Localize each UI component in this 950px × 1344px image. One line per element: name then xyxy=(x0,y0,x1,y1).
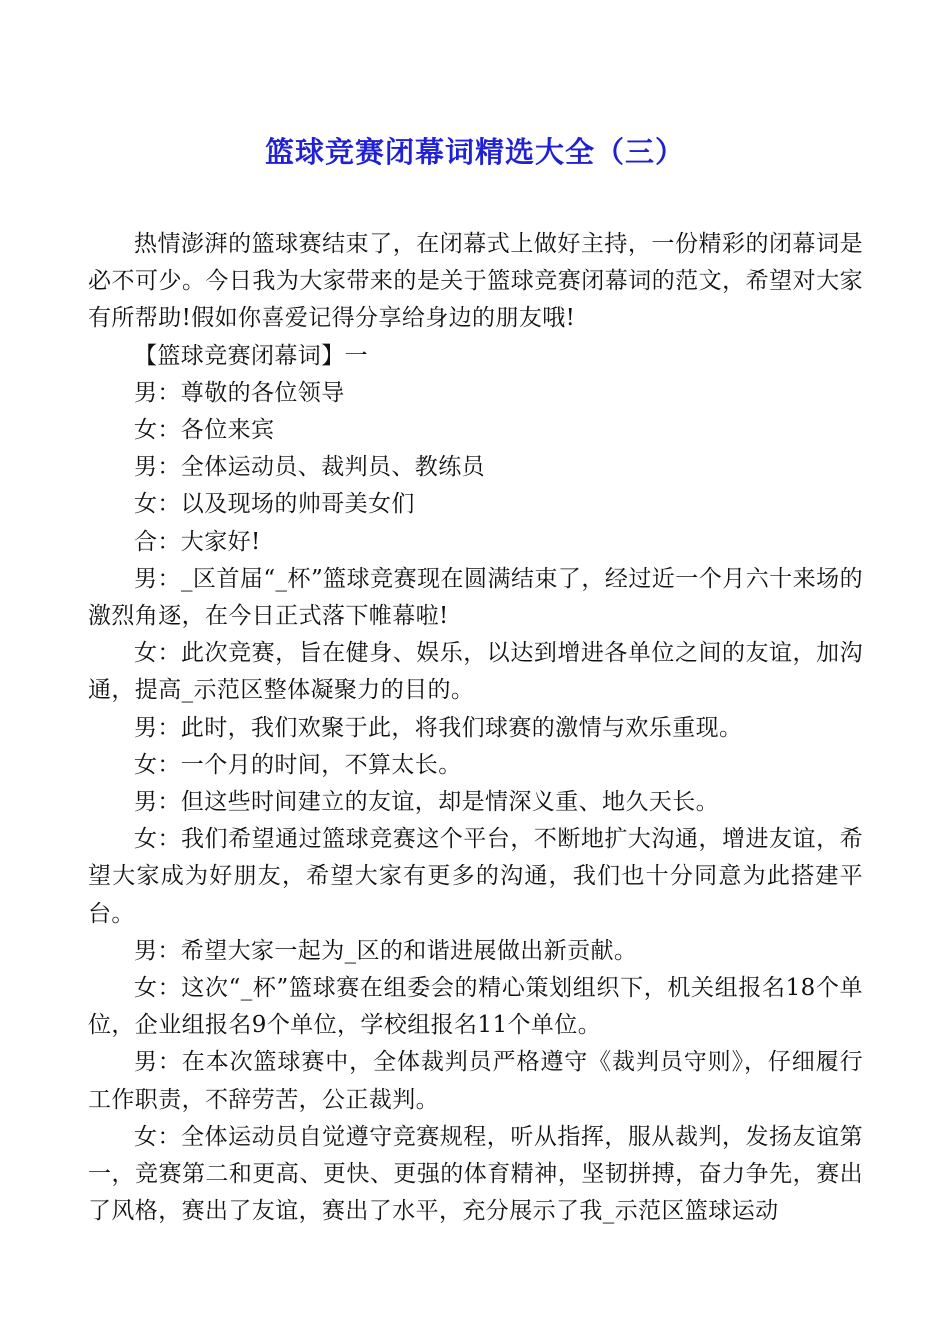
paragraph: 女：这次“_杯”篮球赛在组委会的精心策划组织下，机关组报名18个单位，企业组报名9个单位，学校组报名11个单位。 xyxy=(88,975,863,1039)
paragraph: 男：希望大家一起为_区的和谐进展做出新贡献。 xyxy=(134,937,638,964)
paragraph: 热情澎湃的篮球赛结束了，在闭幕式上做好主持，一份精彩的闭幕词是必不可少。今日我为大家带来的是关于篮球竞赛闭幕词的范文，希望对大家有所帮助!假如你喜爱记得分享给身边的朋友哦! xyxy=(88,231,863,332)
section-heading: 【篮球竞赛闭幕词】一 xyxy=(134,342,368,369)
document-body xyxy=(88,226,863,1230)
paragraph: 男：全体运动员、裁判员、教练员 xyxy=(134,454,485,481)
paragraph: 男：但这些时间建立的友谊，却是情深义重、地久天长。 xyxy=(134,789,719,816)
document-title: 篮球竞赛闭幕词精选大全（三） xyxy=(264,135,685,169)
paragraph: 女：一个月的时间，不算太长。 xyxy=(134,751,462,778)
paragraph: 女：各位来宾 xyxy=(134,417,275,444)
paragraph: 男：_区首届“_杯”篮球竞赛现在圆满结束了，经过近一个月六十来场的激烈角逐，在今日正式落下帷幕啦! xyxy=(88,565,863,630)
paragraph: 男：在本次篮球赛中，全体裁判员严格遵守《裁判员守则》，仔细履行工作职责，不辞劳苦，公正裁判。 xyxy=(88,1049,863,1113)
paragraph: 男：尊敬的各位领导 xyxy=(134,379,345,406)
paragraph: 女：以及现场的帅哥美女们 xyxy=(134,491,415,518)
paragraph: 女：我们希望通过篮球竞赛这个平台，不断地扩大沟通，增进友谊，希望大家成为好朋友，希望大家有更多的沟通，我们也十分同意为此搭建平台。 xyxy=(88,826,863,927)
paragraph: 女：全体运动员自觉遵守竞赛规程，听从指挥，服从裁判，发扬友谊第一，竞赛第二和更高、更快、更强的体育精神，坚韧拼搏，奋力争先，赛出了风格，赛出了友谊，赛出了水平，充分展示了我_示范区篮球运动 xyxy=(88,1123,863,1225)
paragraph: 合：大家好! xyxy=(134,528,261,555)
paragraph: 女：此次竞赛，旨在健身、娱乐，以达到增进各单位之间的友谊，加沟通，提高_示范区整体凝聚力的目的。 xyxy=(88,640,863,704)
paragraph: 男：此时，我们欢聚于此，将我们球赛的激情与欢乐重现。 xyxy=(134,714,743,741)
